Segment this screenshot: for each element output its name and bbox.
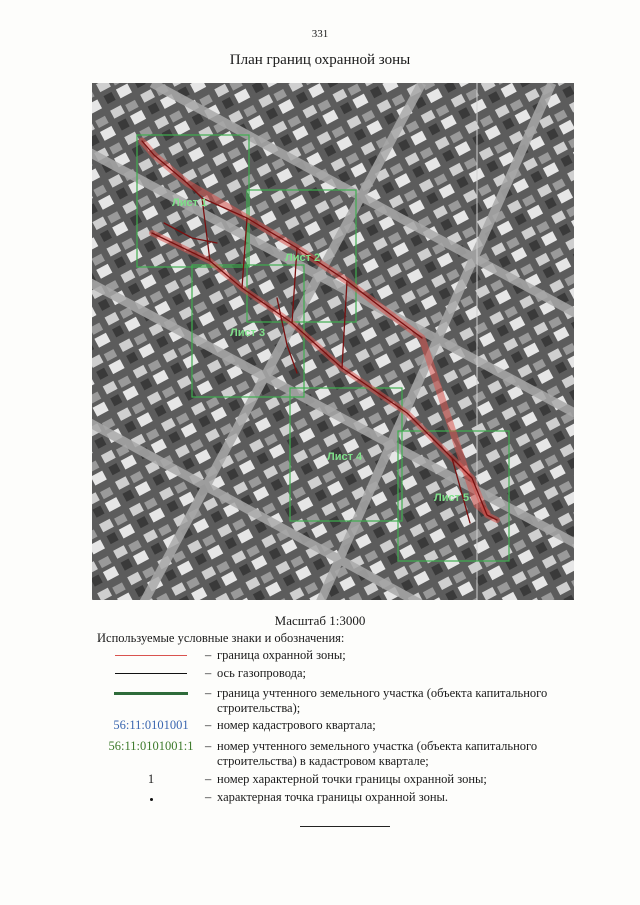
black-line-symbol <box>115 673 187 674</box>
sheet-label-2: Лист 2 <box>285 252 321 264</box>
green-line-symbol <box>114 692 188 695</box>
legend-desc: граница охранной зоны; <box>217 647 346 662</box>
legend-item-quarter-number: 56:11:0101001 – номер кадастрового квартала; <box>97 718 597 733</box>
sheet-label-3: Лист 3 <box>230 327 266 339</box>
page-title: План границ охранной зоны <box>229 52 411 68</box>
legend-item-pipeline-axis: – ось газопровода; <box>97 666 597 681</box>
legend-item-point-number: 1 – номер характерной точки границы охранной зоны; <box>97 772 597 787</box>
legend-item-parcel-boundary: – граница учтенного земельного участка (объекта капитального строительства); <box>97 686 597 716</box>
legend-desc: номер кадастрового квартала; <box>217 718 376 733</box>
page-number: 331 <box>311 28 329 40</box>
red-line-symbol <box>115 655 187 656</box>
footer-rule <box>300 826 390 827</box>
legend-item-point: – характерная точка границы охранной зоны. <box>97 790 597 805</box>
parcel-number-sample: 56:11:0101001:1 <box>108 739 194 754</box>
sheet-label-5: Лист 5 <box>434 492 470 504</box>
legend <box>97 631 597 808</box>
legend-item-parcel-number: 56:11:0101001:1 – номер учтенного земельного участка (объекта капитального строительства) в кадастровом квартале; <box>97 739 597 769</box>
legend-desc: ось газопровода; <box>217 665 307 680</box>
point-number-sample: 1 <box>147 771 155 786</box>
legend-desc: граница учтенного земельного участка (объекта капитального строительства); <box>217 685 548 715</box>
legend-desc: характерная точка границы охранной зоны. <box>217 789 449 804</box>
map-scale: Масштаб 1:3000 <box>274 613 366 628</box>
aerial-map <box>92 83 574 600</box>
quarter-number-sample: 56:11:0101001 <box>113 718 189 733</box>
legend-desc: номер характерной точки границы охранной зоны; <box>217 771 487 786</box>
sheet-label-1: Лист 1 <box>172 197 208 209</box>
dot-symbol <box>150 798 153 801</box>
sheet-label-4: Лист 4 <box>327 451 363 463</box>
legend-heading: Используемые условные знаки и обозначения: <box>97 631 345 645</box>
legend-item-zone-boundary: – граница охранной зоны; <box>97 648 597 663</box>
legend-desc: номер учтенного земельного участка (объекта капитального строительства) в кадастровом квартале; <box>217 739 538 768</box>
